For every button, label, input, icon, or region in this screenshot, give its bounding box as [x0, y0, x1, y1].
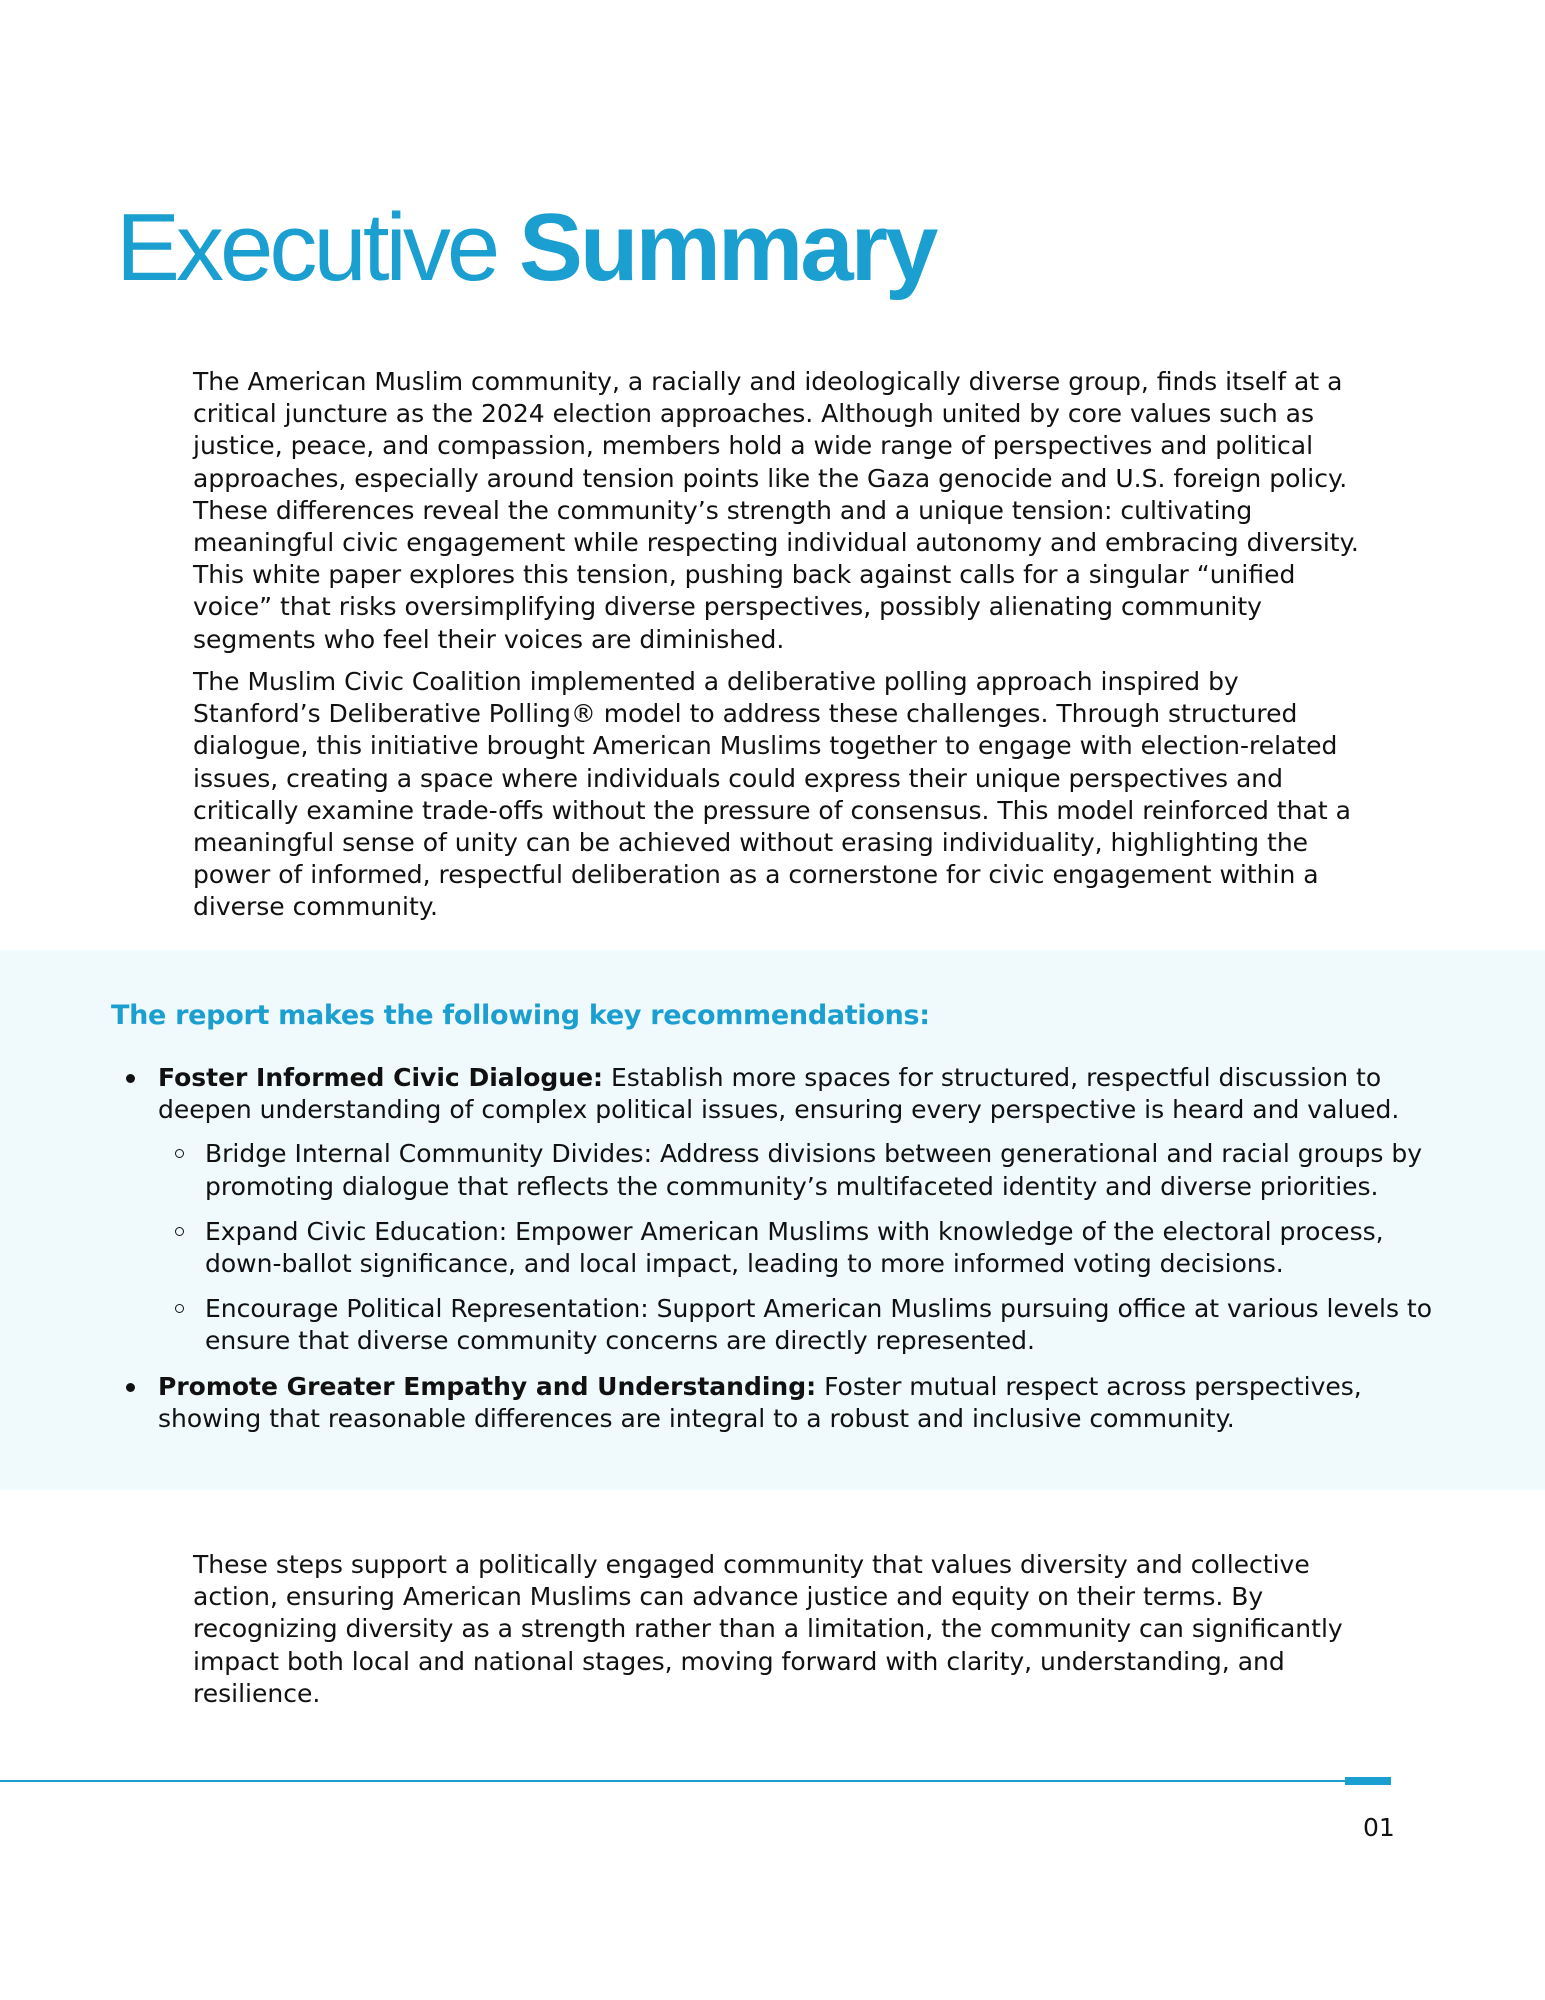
bullet-icon — [126, 1074, 135, 1083]
title-light-word: Executive — [116, 194, 497, 301]
sub-item-text: Encourage Political Representation: Support American Muslims pursuing office at various levels to ensure that diverse community concerns are directly represented. — [205, 1294, 1433, 1356]
sub-item-text: Bridge Internal Community Divides: Address divisions between generational and racial groups by promoting dialogue that reflects the community’s multifaceted identity and diverse priorities. — [205, 1139, 1423, 1201]
conclusion-paragraph: These steps support a politically engaged community that values diversity and collective action, ensuring American Muslims can advance justice and equity on their terms. By recognizing diversity as a strength rather than a limitation, the community can significantly impact both local and national stages, moving forward with clarity, understanding, and resilience. — [193, 1550, 1343, 1708]
intro-paragraph: The American Muslim community, a racially and ideologically diverse group, finds itself at a critical juncture as the 2024 election approaches. Although united by core values such as justice, peace, and compassion, members hold a wide range of perspectives and political approaches, especially around tension points like the Gaza genocide and U.S. foreign policy. These differences reveal the community’s strength and a unique tension: cultivating meaningful civic engagement while respecting individual autonomy and embracing diversity. This white paper explores this tension, pushing back against calls for a singular “unified voice” that risks oversimplifying diverse perspectives, possibly alienating community segments who feel their voices are diminished. — [193, 367, 1359, 654]
hollow-bullet-icon — [175, 1149, 184, 1158]
sub-item-text: Expand Civic Education: Empower American Muslims with knowledge of the electoral process, down-ballot significance, and local impact, leading to more informed voting decisions. — [205, 1216, 1384, 1279]
recommendation-title: Promote Greater Empathy and Understanding: — [158, 1371, 817, 1401]
recommendations-heading: The report makes the following key recommendations: — [111, 1000, 930, 1031]
page-number: 01 — [1363, 1813, 1395, 1842]
recommendation-text: Foster mutual respect across perspectives, showing that reasonable differences are integral to a robust and inclusive community. — [158, 1371, 1362, 1433]
sub-item-bridge-divides — [158, 1138, 1435, 1202]
title-bold-word: Summary — [518, 194, 936, 301]
recommendation-item-civic-dialogue — [0, 1062, 1433, 1358]
bullet-icon — [126, 1383, 135, 1392]
recommendation-item-empathy — [0, 1371, 1408, 1435]
method-paragraph: The Muslim Civic Coalition implemented a deliberative polling approach inspired by Stanford’s Deliberative Polling® model to address these challenges. Through structured dialogue, this initiative brought American Muslims together to engage with election-related issues, creating a space where individuals could express their unique perspectives and critically examine trade-offs without the pressure of consensus. This model reinforced that a meaningful sense of unity can be achieved without erasing individuality, highlighting the power of informed, respectful deliberation as a cornerstone for civic engagement within a diverse community. — [193, 667, 1351, 922]
footer-rule — [0, 1780, 1345, 1782]
footer-accent-bar — [1345, 1777, 1391, 1785]
recommendation-text: Establish more spaces for structured, respectful discussion to deepen understanding of complex political issues, ensuring every perspective is heard and valued. — [158, 1063, 1400, 1125]
sub-recommendations-list — [158, 1138, 1433, 1357]
hollow-bullet-icon — [175, 1304, 184, 1313]
hollow-bullet-icon — [175, 1227, 184, 1236]
sub-item-political-representation — [158, 1293, 1435, 1357]
recommendations-list — [0, 1062, 1545, 1447]
sub-item-civic-education — [158, 1216, 1435, 1280]
page-title — [116, 188, 935, 308]
recommendation-title: Foster Informed Civic Dialogue: — [158, 1063, 604, 1092]
